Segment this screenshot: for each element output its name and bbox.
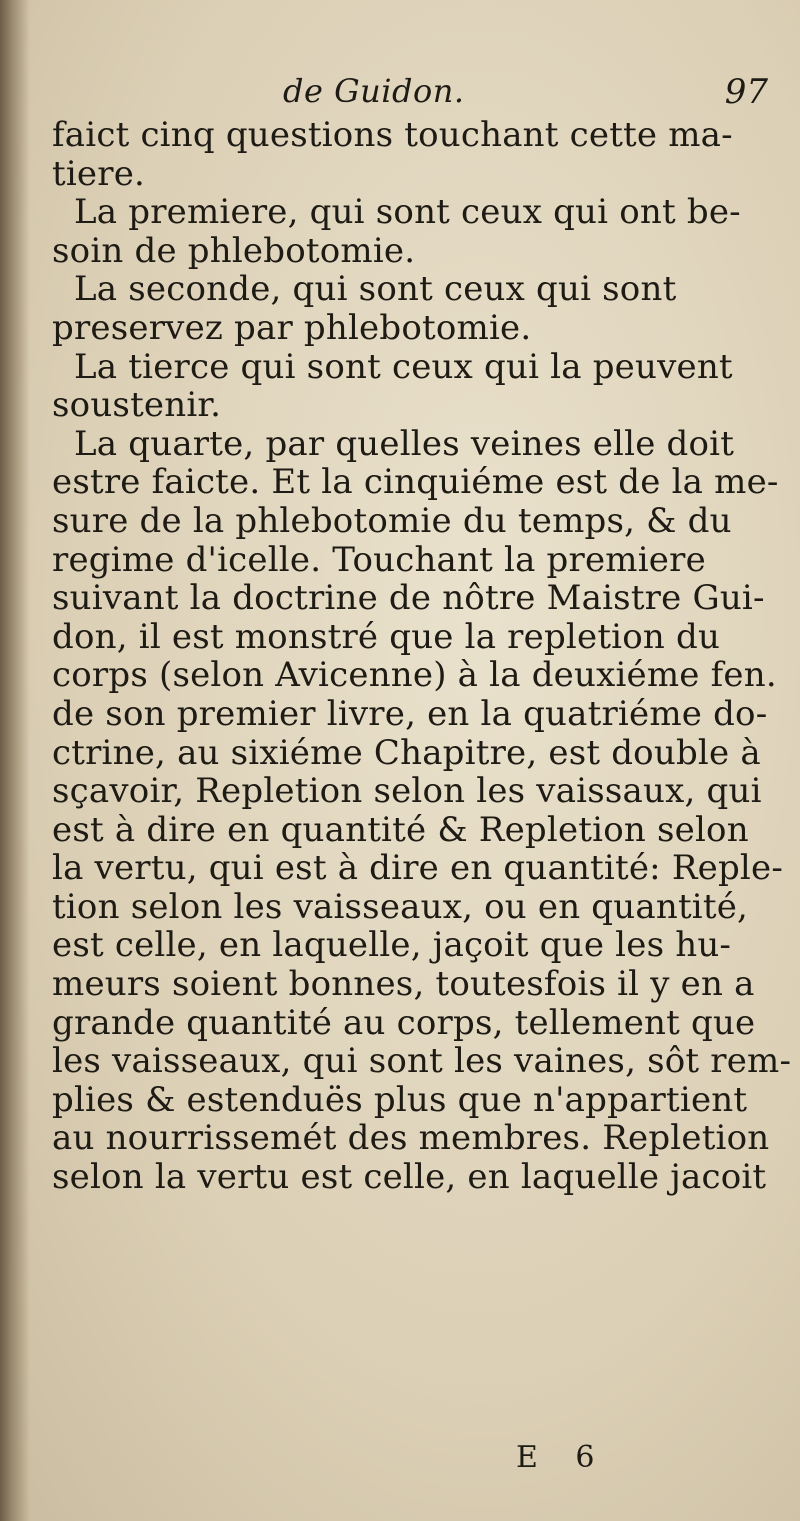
text-line: plies & estenduës plus que n'appartient (52, 1079, 748, 1120)
text-line: La seconde, qui sont ceux qui sont (74, 269, 677, 310)
text-line: tion selon les vaisseaux, ou en quantité, (52, 886, 749, 927)
text-line: sçavoir, Repletion selon les vaissaux, qui (52, 771, 762, 812)
text-line: ctrine, au sixiéme Chapitre, est double à (52, 732, 761, 773)
text-line: corps (selon Avicenne) à la deuxiéme fen. (52, 655, 777, 696)
text-line: faict cinq questions touchant cette ma- (52, 115, 733, 155)
signature-mark: E 6 (516, 1440, 609, 1475)
text-line: est à dire en quantité & Repletion selon (52, 809, 749, 850)
text-line: sure de la phlebotomie du temps, & du (52, 500, 732, 541)
page-header (48, 72, 768, 116)
text-line: preservez par phlebotomie. (52, 307, 532, 348)
text-line: tiere. (52, 153, 146, 194)
text-line: les vaisseaux, qui sont les vaines, sôt rem- (52, 1041, 792, 1082)
text-line: don, il est monstré que la repletion du (52, 616, 721, 657)
text-line: estre faicte. Et la cinquiéme est de la me- (52, 462, 779, 503)
text-line: au nourrissemét des membres. Repletion (52, 1118, 770, 1159)
text-line: la vertu, qui est à dire en quantité: Reple- (52, 848, 784, 889)
page-number: 97 (724, 72, 768, 112)
text-line: soustenir. (52, 385, 222, 426)
text-line: La tierce qui sont ceux qui la peuvent (74, 346, 733, 387)
text-line: La premiere, qui sont ceux qui ont be- (74, 192, 741, 233)
text-line: est celle, en laquelle, jaçoit que les hu- (52, 925, 732, 966)
text-line: grande quantité au corps, tellement que (52, 1002, 756, 1043)
body-text (52, 115, 792, 1198)
text-line: soin de phlebotomie. (52, 230, 416, 271)
text-line: suivant la doctrine de nôtre Maistre Gui- (52, 578, 765, 619)
text-line: selon la vertu est celle, en laquelle jacoit (52, 1157, 767, 1198)
text-line: La quarte, par quelles veines elle doit (74, 423, 735, 464)
text-line: regime d'icelle. Touchant la premiere (52, 539, 706, 580)
text-line: meurs soient bonnes, toutesfois il y en a (52, 964, 755, 1005)
page-gutter (0, 0, 30, 1521)
text-line: de son premier livre, en la quatriéme do- (52, 693, 768, 734)
running-head: de Guidon. (283, 72, 465, 110)
